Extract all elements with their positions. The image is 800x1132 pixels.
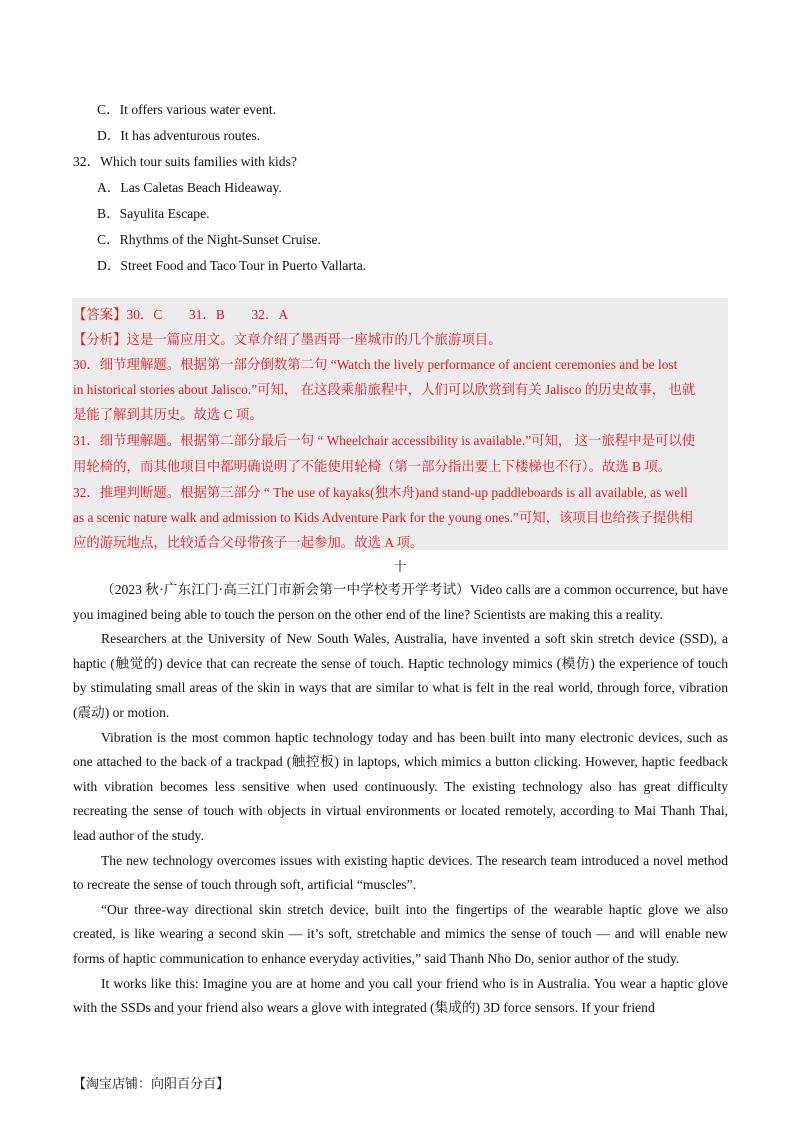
option-31-d: D．It has adventurous routes. [97,128,261,143]
option-32-d: D．Street Food and Taco Tour in Puerto Vallarta. [97,258,367,273]
analysis-32-line2: as a scenic nature walk and admission to Kids Adventure Park for the young ones.”可知，该项目也给孩子提供相 [73,510,693,525]
option-32-a: A．Las Caletas Beach Hideaway. [97,180,282,195]
analysis-31-line1: 31．细节理解题。根据第二部分最后一句 “ Wheelchair accessibility is available.”可知， 这一旅程中是可以使 [73,433,696,448]
option-31-c: C．It offers various water event. [97,102,277,117]
passage-paragraph-1: （2023 秋·广东江门·高三江门市新会第一中学校考开学考试）Video calls are a common occurrence, but have you imagined being able to touch the person on the other end of the line? Scientists are making this a reality. [73,582,728,622]
footer-shop-label: 【淘宝店铺：向阳百分百】 [73,1076,230,1091]
passage-paragraph-5: “Our three-way directional skin stretch device, built into the fingertips of the wearable haptic glove we also created, is like wearing a second skin — it’s soft, stretchable and mimics the sense of touch — and will enable new forms of haptic communication to enhance everyday activities,” said Thanh Nho Do, senior author of the study. [73,901,728,966]
option-32-c: C．Rhythms of the Night-Sunset Cruise. [97,232,321,247]
question-32-stem: 32．Which tour suits families with kids? [73,154,297,169]
analysis-30-line1: 30．细节理解题。根据第一部分倒数第二句 “Watch the lively performance of ancient ceremonies and be lost [73,357,678,372]
answer-key: 【答案】30．C 31．B 32．A [73,307,289,322]
analysis-32-line1: 32．推理判断题。根据第三部分 “ The use of kayaks(独木舟)and stand-up paddleboards is all available, as well [73,485,688,500]
analysis-31-line2: 用轮椅的，而其他项目中都明确说明了不能使用轮椅（第一部分指出要上下楼梯也不行）。故选 B 项。 [73,459,672,474]
passage-paragraph-4: The new technology overcomes issues with existing haptic devices. The research team introduced a novel method to recreate the sense of touch through soft, artificial “muscles”. [73,852,728,893]
passage-paragraph-3: Vibration is the most common haptic technology today and has been built into many electronic devices, such as one attached to the back of a trackpad (触控板) in laptops, which mimics a button clicking. However, haptic feedback with vibration becomes less sensitive when used continuously. The existing technology also has great difficulty recreating the sense of touch with objects in virtual environments or located remotely, according to Mai Thanh Thai, lead author of the study. [73,729,728,843]
analysis-summary: 【分析】这是一篇应用文。文章介绍了墨西哥一座城市的几个旅游项目。 [73,332,502,347]
analysis-30-line3: 是能了解到其历史。故选 C 项。 [73,407,263,422]
passage-paragraph-2: Researchers at the University of New South Wales, Australia, have invented a soft skin stretch device (SSD), a haptic (触觉的) device that can recreate the sense of touch. Haptic technology mimics (模仿) the experience of touch by stimulating small areas of the skin in ways that are similar to what is felt in the real world, through force, vibration (震动) or motion. [73,631,728,720]
analysis-30-line2: in historical stories about Jalisco.”可知， 在这段乘船旅程中，人们可以欣赏到有关 Jalisco 的历史故事， 也就 [73,382,696,397]
passage-body [73,578,728,1021]
analysis-32-line3: 应的游玩地点，比较适合父母带孩子一起参加。故选 A 项。 [73,535,424,550]
passage-paragraph-6: It works like this: Imagine you are at home and you call your friend who is in Australia. You wear a haptic glove with the SSDs and your friend also wears a glove with integrated (集成的) 3D force sensors. If your friend [73,975,728,1016]
section-marker: 十 [393,559,407,574]
option-32-b: B．Sayulita Escape. [97,206,210,221]
